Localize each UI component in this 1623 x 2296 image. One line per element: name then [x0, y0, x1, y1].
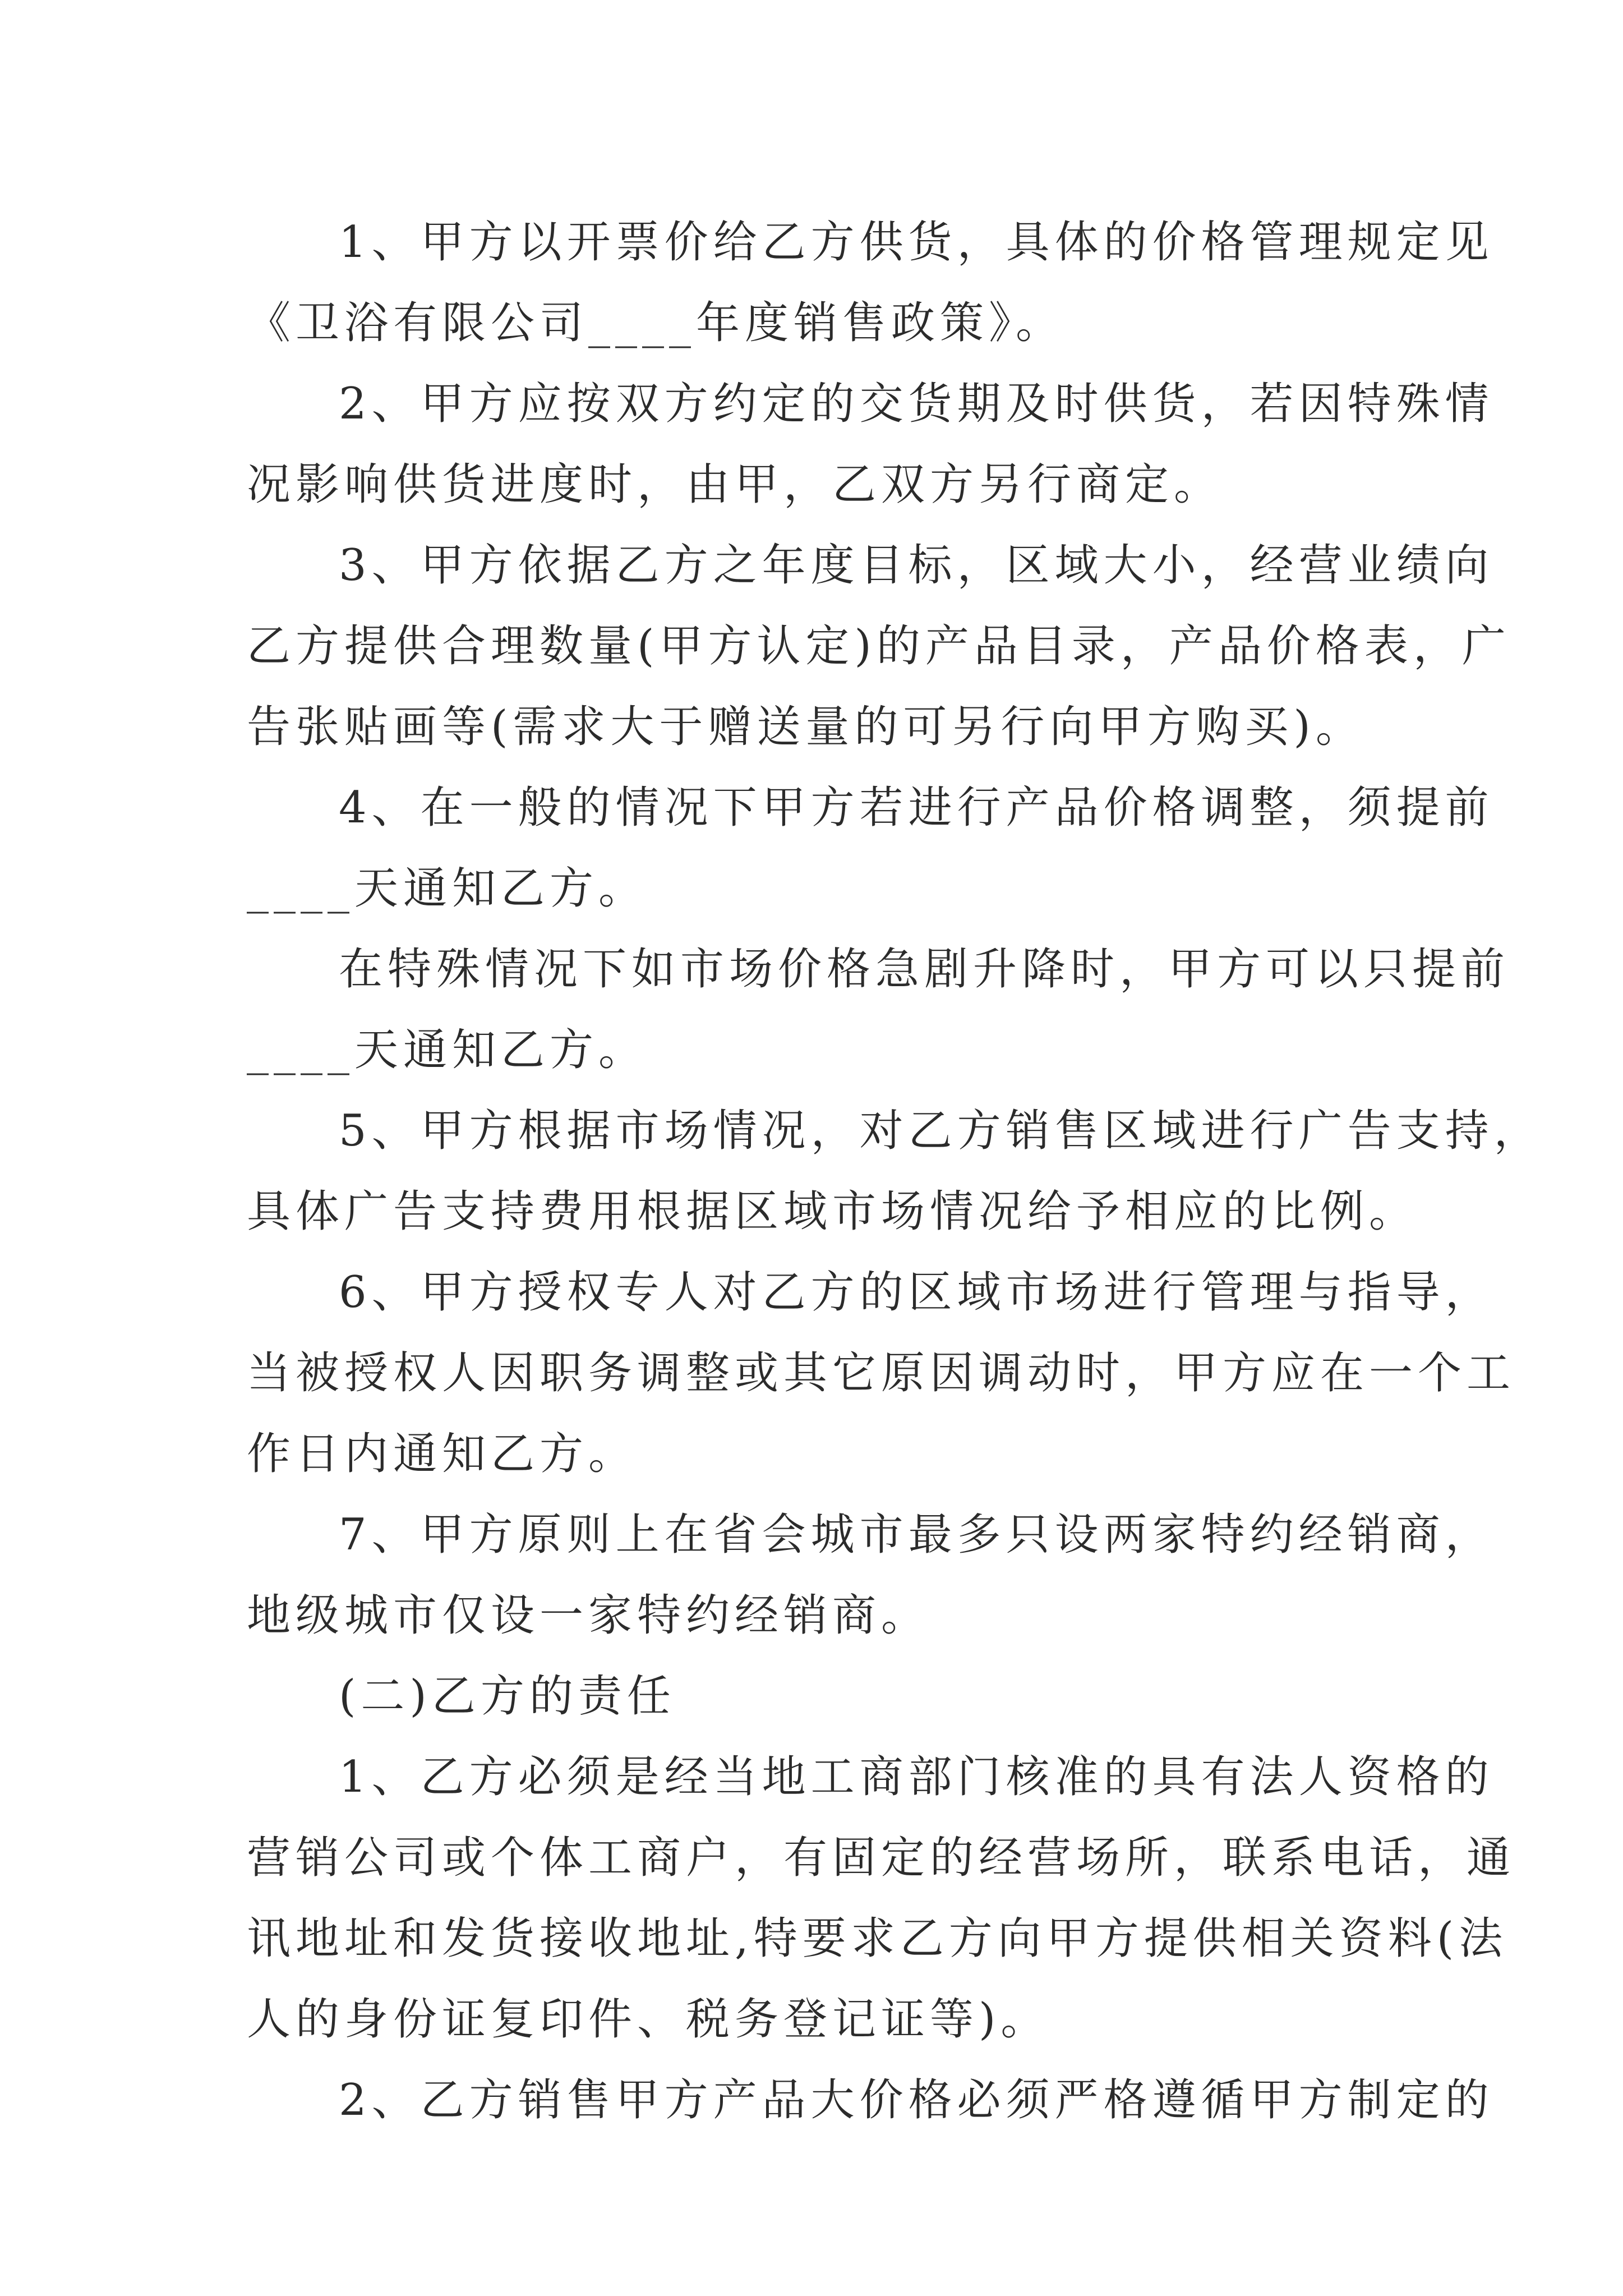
- text-line: 2、甲方应按双方约定的交货期及时供货，若因特殊情: [339, 379, 1494, 429]
- text-line: 具体广告支持费用根据区域市场情况给予相应的比例。: [247, 1186, 1418, 1237]
- text-line: 在特殊情况下如市场价格急剧升降时，甲方可以只提前: [339, 944, 1510, 995]
- text-line: 人的身份证复印件、税务登记证等)。: [247, 1994, 1050, 2045]
- text-line: 4、在一般的情况下甲方若进行产品价格调整，须提前: [339, 783, 1494, 833]
- text-line: 营销公司或个体工商户，有固定的经营场所，联系电话，通: [247, 1833, 1516, 1883]
- text-line: ____天通知乙方。: [247, 863, 648, 914]
- text-line: 5、甲方根据市场情况，对乙方销售区域进行广告支持，: [339, 1106, 1543, 1156]
- text-line: 7、甲方原则上在省会城市最多只设两家特约经销商，: [339, 1510, 1494, 1560]
- text-line: 地级城市仅设一家特约经销商。: [247, 1590, 930, 1641]
- text-line: 3、甲方依据乙方之年度目标，区域大小，经营业绩向: [339, 540, 1494, 591]
- text-line: 作日内通知乙方。: [247, 1429, 638, 1479]
- text-line: 告张贴画等(需求大于赠送量的可另行向甲方购买)。: [247, 702, 1364, 752]
- text-line: 乙方提供合理数量(甲方认定)的产品目录，产品价格表，广: [247, 621, 1511, 671]
- text-line: 况影响供货进度时，由甲，乙双方另行商定。: [247, 459, 1223, 510]
- text-line: 当被授权人因职务调整或其它原因调动时，甲方应在一个工: [247, 1348, 1516, 1398]
- document-body: [247, 202, 1543, 2141]
- text-line: 1、乙方必须是经当地工商部门核准的具有法人资格的: [339, 1752, 1494, 1802]
- text-line: 《卫浴有限公司____年度销售政策》。: [247, 298, 1065, 348]
- text-line: 讯地址和发货接收地址,特要求乙方向甲方提供相关资料(法: [247, 1913, 1508, 1964]
- text-line: 2、乙方销售甲方产品大价格必须严格遵循甲方制定的: [339, 2075, 1494, 2125]
- section-heading: (二)乙方的责任: [339, 1671, 676, 1722]
- text-line: 6、甲方授权专人对乙方的区域市场进行管理与指导，: [339, 1267, 1494, 1318]
- text-line: ____天通知乙方。: [247, 1025, 648, 1075]
- text-line: 1、甲方以开票价给乙方供货，具体的价格管理规定见: [339, 217, 1494, 268]
